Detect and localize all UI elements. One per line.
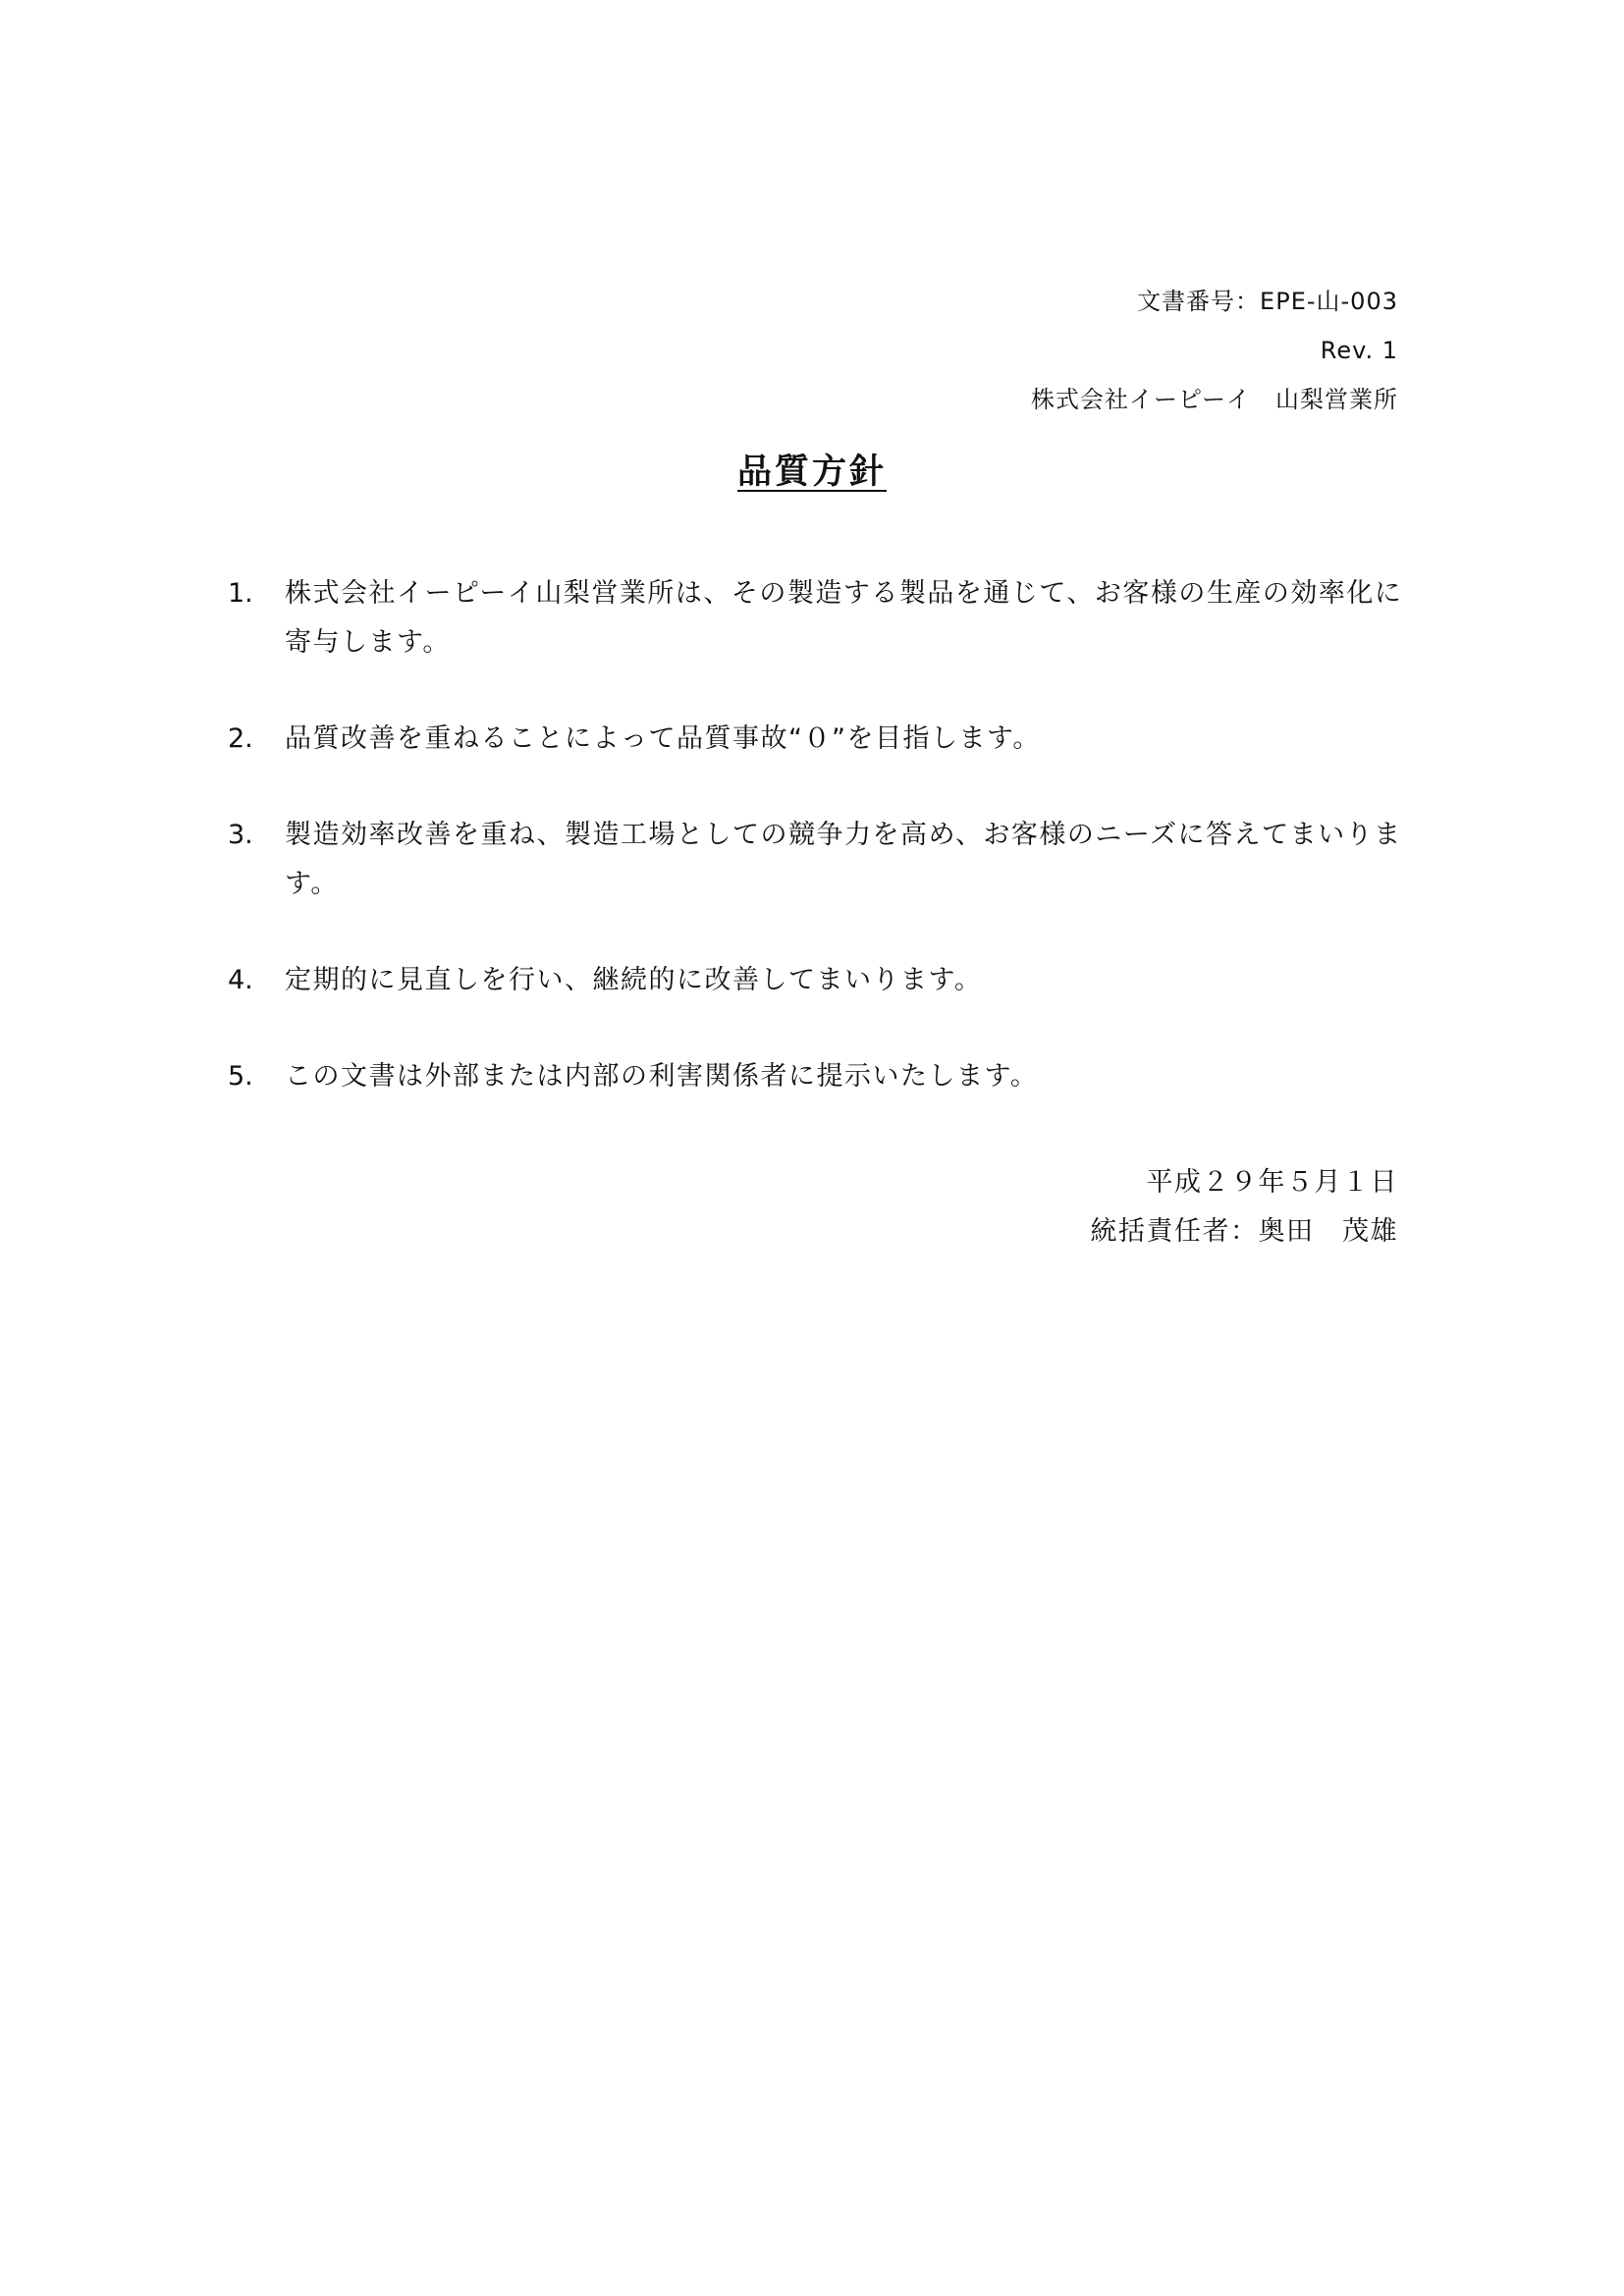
page-title xyxy=(0,448,1624,497)
signer-name: 統括責任者：奥田 茂雄 xyxy=(1090,1216,1398,1247)
policy-item-5 xyxy=(228,1052,1406,1101)
policy-item-3 xyxy=(228,811,1406,909)
policy-number: 5. xyxy=(228,1061,253,1092)
signature-block xyxy=(1091,1158,1399,1256)
policy-text: 製造効率改善を重ね、製造工場としての競争力を高め、お客様のニーズに答えてまいります。 xyxy=(285,820,1402,899)
document-header xyxy=(1031,277,1398,424)
company-name: 株式会社イーピーイ 山梨営業所 xyxy=(1030,386,1398,413)
policy-item-1 xyxy=(228,569,1406,667)
policy-list xyxy=(228,569,1406,1148)
policy-text: 定期的に見直しを行い、継続的に改善してまいります。 xyxy=(285,965,983,995)
policy-item-4 xyxy=(228,956,1406,1005)
policy-text: 品質改善を重ねることによって品質事故“０”を目指します。 xyxy=(285,723,1041,754)
issue-date: 平成２９年５月１日 xyxy=(1146,1167,1398,1198)
doc-number: 文書番号：EPE-山-003 xyxy=(1137,288,1398,315)
policy-number: 4. xyxy=(228,965,253,995)
policy-number: 2. xyxy=(228,723,253,754)
policy-text: 株式会社イーピーイ山梨営業所は、その製造する製品を通じて、お客様の生産の効率化に寄与します。 xyxy=(285,578,1403,658)
page-title-text: 品質方針 xyxy=(736,453,887,492)
policy-item-2 xyxy=(228,715,1406,764)
policy-text: この文書は外部または内部の利害関係者に提示いたします。 xyxy=(285,1061,1039,1092)
policy-number: 1. xyxy=(228,578,253,609)
policy-number: 3. xyxy=(228,820,253,850)
revision-label: Rev. 1 xyxy=(1320,337,1398,364)
